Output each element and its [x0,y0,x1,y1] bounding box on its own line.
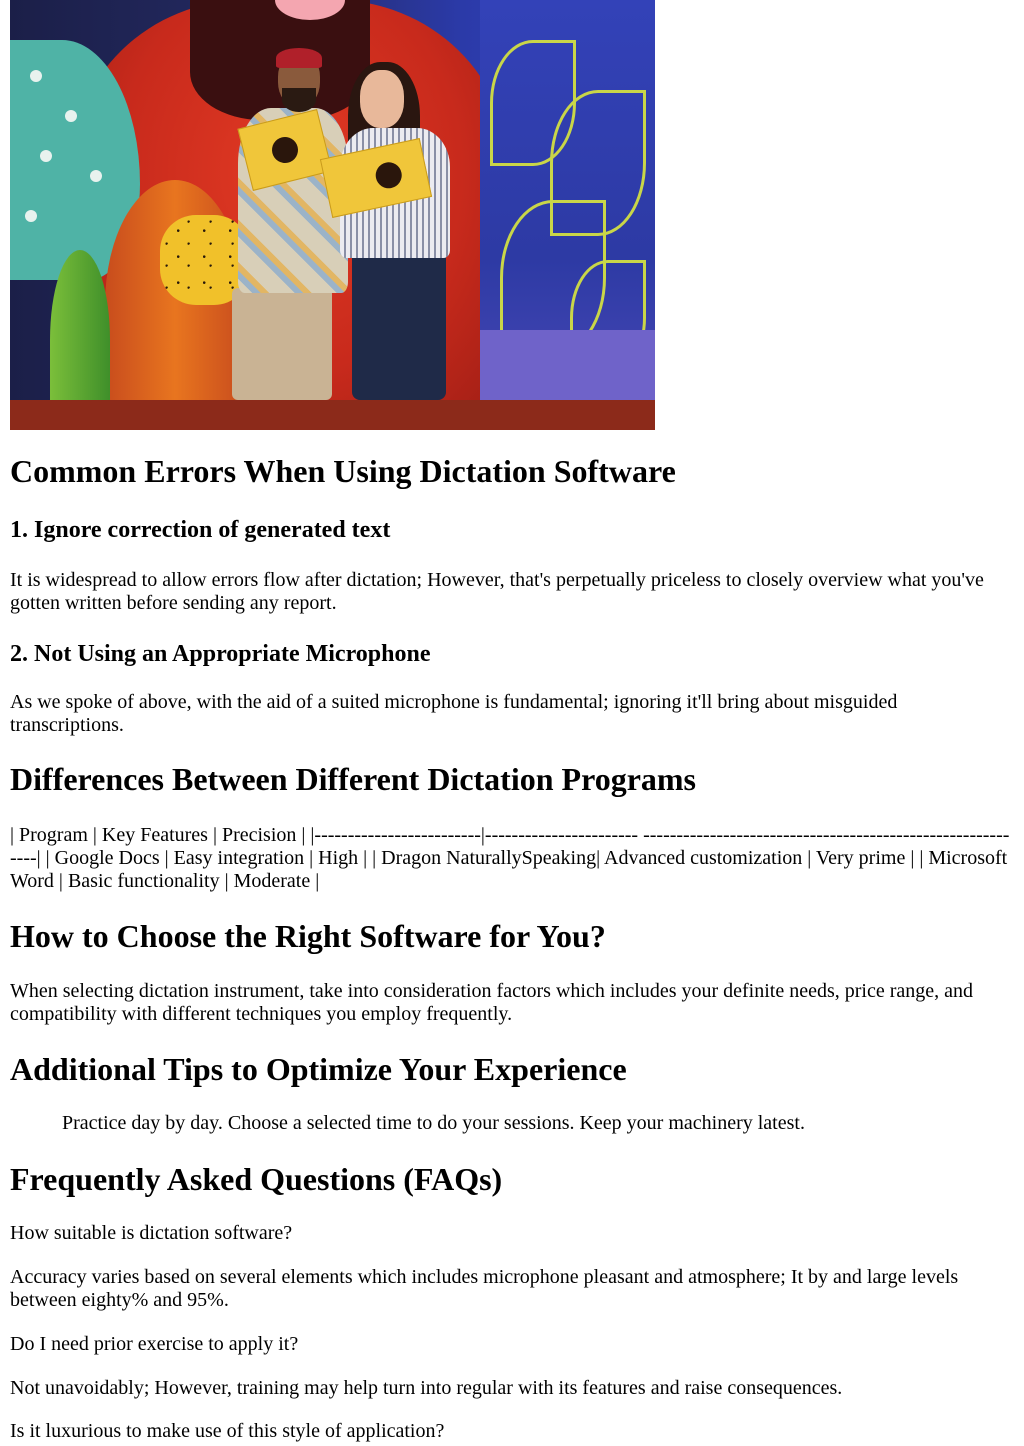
man-cap [276,48,322,68]
man-pants [232,288,332,400]
floor [10,400,655,430]
faq-question-3: Is it luxurious to make use of this style of application? [10,1420,445,1442]
paragraph-error-2: As we spoke of above, with the aid of a suited microphone is fundamental; ignoring it'll bring about misguided transcriptions. [10,691,898,736]
subheading-error-1: 1. Ignore correction of generated text [10,517,391,543]
paragraph-comparison-table: | Program | Key Features | Precision | |-------------------------|----------------------- ------------------------------------------------------- ----| | Google Docs | Easy integration | High | | Dragon NaturallySpeaking| Advanced customization | Very prime | | Microsoft Word | Basic functionality | Moderate | [10,824,1010,892]
faq-answer-2: Not unavoidably; However, training may help turn into regular with its features and raise consequences. [10,1377,843,1399]
subheading-error-2: 2. Not Using an Appropriate Microphone [10,641,431,667]
mural-flower [30,70,42,82]
faq-question-2: Do I need prior exercise to apply it? [10,1333,299,1355]
faq-answer-1: Accuracy varies based on several elements which includes microphone pleasant and atmosphere; It by and large levels between eighty% and 95%. [10,1266,959,1311]
section-heading-errors: Common Errors When Using Dictation Software [10,453,676,489]
blockquote-tips: Practice day by day. Choose a selected time to do your sessions. Keep your machinery latest. [62,1112,805,1134]
mural-flower [65,110,77,122]
mural-flower [90,170,102,182]
woman-head [360,70,404,128]
section-heading-differences: Differences Between Different Dictation Programs [10,761,696,797]
book-heart-icon [373,160,404,191]
book-heart-icon [269,134,301,166]
paragraph-error-1: It is widespread to allow errors flow after dictation; However, that's perpetually priceless to closely overview what you've gotten written before sending any report. [10,569,984,614]
mural-flower [40,150,52,162]
hero-image [10,0,655,430]
section-heading-tips: Additional Tips to Optimize Your Experience [10,1051,627,1087]
faq-question-1: How suitable is dictation software? [10,1222,293,1244]
paragraph-choose: When selecting dictation instrument, take into consideration factors which includes your definite needs, price range, and compatibility with different techniques you employ frequently. [10,980,974,1025]
section-heading-choose: How to Choose the Right Software for You? [10,918,606,954]
woman-jeans [352,250,446,400]
section-heading-faq: Frequently Asked Questions (FAQs) [10,1161,503,1197]
mural-flower [25,210,37,222]
man-beard [282,88,316,112]
mural-purple-area [480,330,655,400]
